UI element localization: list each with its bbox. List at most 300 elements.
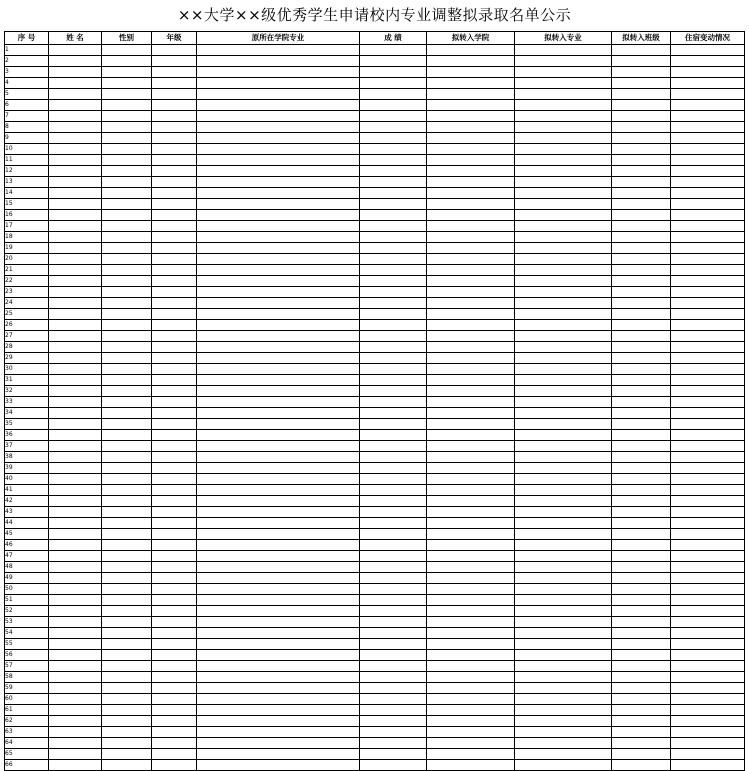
table-row (5, 166, 745, 177)
cell-target-class (612, 705, 671, 716)
cell-target-college (427, 606, 515, 617)
cell-name (49, 518, 102, 529)
cell-target-college (427, 474, 515, 485)
cell-gender (102, 650, 152, 661)
cell-gender (102, 56, 152, 67)
cell-target-major (515, 738, 612, 749)
cell-target-major (515, 573, 612, 584)
cell-target-class (612, 617, 671, 628)
header-index: 序 号 (5, 32, 49, 45)
cell-original-major (197, 749, 360, 760)
table-row (5, 320, 745, 331)
cell-original-major (197, 606, 360, 617)
table-row (5, 397, 745, 408)
cell-target-major (515, 672, 612, 683)
header-target-college: 拟转入学院 (427, 32, 515, 45)
cell-gender (102, 397, 152, 408)
cell-gender (102, 485, 152, 496)
cell-index: 54 (5, 628, 49, 639)
cell-index: 60 (5, 694, 49, 705)
cell-grade (152, 463, 197, 474)
cell-gender (102, 166, 152, 177)
cell-original-major (197, 540, 360, 551)
cell-name (49, 562, 102, 573)
cell-target-college (427, 276, 515, 287)
table-row (5, 342, 745, 353)
table-row (5, 232, 745, 243)
cell-score (360, 188, 427, 199)
cell-target-class (612, 320, 671, 331)
cell-index: 7 (5, 111, 49, 122)
table-row (5, 760, 745, 771)
cell-target-major (515, 441, 612, 452)
cell-target-college (427, 353, 515, 364)
cell-housing-change (671, 408, 745, 419)
cell-housing-change (671, 397, 745, 408)
cell-index: 66 (5, 760, 49, 771)
cell-original-major (197, 738, 360, 749)
cell-target-college (427, 67, 515, 78)
cell-name (49, 199, 102, 210)
cell-gender (102, 111, 152, 122)
cell-target-major (515, 760, 612, 771)
cell-target-college (427, 562, 515, 573)
cell-index: 12 (5, 166, 49, 177)
cell-target-class (612, 177, 671, 188)
cell-original-major (197, 529, 360, 540)
cell-target-major (515, 199, 612, 210)
cell-index: 1 (5, 45, 49, 56)
cell-gender (102, 441, 152, 452)
cell-index: 65 (5, 749, 49, 760)
table-row (5, 78, 745, 89)
cell-score (360, 364, 427, 375)
cell-target-class (612, 584, 671, 595)
cell-gender (102, 199, 152, 210)
cell-gender (102, 89, 152, 100)
table-row (5, 144, 745, 155)
cell-target-major (515, 309, 612, 320)
cell-grade (152, 364, 197, 375)
cell-score (360, 584, 427, 595)
cell-gender (102, 342, 152, 353)
cell-original-major (197, 705, 360, 716)
cell-gender (102, 727, 152, 738)
cell-score (360, 705, 427, 716)
cell-target-class (612, 364, 671, 375)
cell-target-class (612, 353, 671, 364)
cell-name (49, 386, 102, 397)
cell-original-major (197, 155, 360, 166)
cell-target-class (612, 309, 671, 320)
cell-gender (102, 375, 152, 386)
cell-target-college (427, 705, 515, 716)
header-target-major: 拟转入专业 (515, 32, 612, 45)
cell-gender (102, 265, 152, 276)
cell-score (360, 100, 427, 111)
cell-housing-change (671, 738, 745, 749)
cell-index: 10 (5, 144, 49, 155)
cell-score (360, 67, 427, 78)
cell-target-college (427, 199, 515, 210)
cell-housing-change (671, 628, 745, 639)
cell-target-college (427, 573, 515, 584)
cell-target-major (515, 463, 612, 474)
cell-index: 11 (5, 155, 49, 166)
cell-target-major (515, 287, 612, 298)
cell-housing-change (671, 276, 745, 287)
table-row (5, 177, 745, 188)
cell-name (49, 397, 102, 408)
table-row (5, 221, 745, 232)
cell-housing-change (671, 342, 745, 353)
cell-target-college (427, 155, 515, 166)
cell-target-class (612, 430, 671, 441)
cell-target-class (612, 738, 671, 749)
cell-target-major (515, 617, 612, 628)
table-row (5, 595, 745, 606)
cell-score (360, 111, 427, 122)
cell-gender (102, 672, 152, 683)
cell-housing-change (671, 298, 745, 309)
cell-target-class (612, 672, 671, 683)
cell-index: 63 (5, 727, 49, 738)
cell-index: 4 (5, 78, 49, 89)
cell-target-major (515, 408, 612, 419)
cell-grade (152, 232, 197, 243)
cell-original-major (197, 331, 360, 342)
cell-index: 58 (5, 672, 49, 683)
cell-grade (152, 78, 197, 89)
cell-original-major (197, 298, 360, 309)
cell-housing-change (671, 650, 745, 661)
table-row (5, 122, 745, 133)
cell-target-class (612, 496, 671, 507)
header-housing-change: 住宿变动情况 (671, 32, 745, 45)
cell-gender (102, 738, 152, 749)
cell-housing-change (671, 716, 745, 727)
cell-name (49, 452, 102, 463)
cell-index: 38 (5, 452, 49, 463)
cell-index: 5 (5, 89, 49, 100)
cell-target-class (612, 133, 671, 144)
cell-original-major (197, 639, 360, 650)
cell-target-college (427, 419, 515, 430)
cell-original-major (197, 199, 360, 210)
cell-score (360, 485, 427, 496)
cell-gender (102, 705, 152, 716)
cell-score (360, 639, 427, 650)
table-row (5, 199, 745, 210)
header-original-major: 原所在学院专业 (197, 32, 360, 45)
cell-target-major (515, 276, 612, 287)
cell-housing-change (671, 485, 745, 496)
cell-index: 17 (5, 221, 49, 232)
cell-target-major (515, 210, 612, 221)
cell-target-major (515, 89, 612, 100)
table-row (5, 276, 745, 287)
table-row (5, 419, 745, 430)
cell-gender (102, 573, 152, 584)
cell-target-class (612, 155, 671, 166)
cell-target-class (612, 243, 671, 254)
cell-grade (152, 166, 197, 177)
cell-original-major (197, 353, 360, 364)
cell-target-major (515, 485, 612, 496)
cell-index: 50 (5, 584, 49, 595)
cell-housing-change (671, 529, 745, 540)
cell-index: 26 (5, 320, 49, 331)
cell-target-college (427, 507, 515, 518)
cell-original-major (197, 276, 360, 287)
cell-target-class (612, 386, 671, 397)
cell-target-major (515, 628, 612, 639)
cell-target-college (427, 89, 515, 100)
cell-gender (102, 408, 152, 419)
cell-target-college (427, 287, 515, 298)
cell-name (49, 342, 102, 353)
cell-gender (102, 276, 152, 287)
cell-score (360, 166, 427, 177)
cell-target-major (515, 144, 612, 155)
cell-target-major (515, 243, 612, 254)
cell-original-major (197, 166, 360, 177)
cell-original-major (197, 441, 360, 452)
cell-score (360, 56, 427, 67)
cell-gender (102, 463, 152, 474)
cell-name (49, 122, 102, 133)
table-row (5, 507, 745, 518)
cell-housing-change (671, 166, 745, 177)
cell-gender (102, 155, 152, 166)
cell-housing-change (671, 540, 745, 551)
header-gender: 性别 (102, 32, 152, 45)
cell-gender (102, 353, 152, 364)
cell-index: 21 (5, 265, 49, 276)
cell-grade (152, 441, 197, 452)
cell-target-major (515, 683, 612, 694)
cell-grade (152, 628, 197, 639)
cell-index: 27 (5, 331, 49, 342)
table-row (5, 441, 745, 452)
table-row (5, 386, 745, 397)
cell-score (360, 452, 427, 463)
cell-housing-change (671, 518, 745, 529)
cell-target-major (515, 430, 612, 441)
cell-target-major (515, 705, 612, 716)
table-header (5, 32, 745, 45)
cell-grade (152, 331, 197, 342)
cell-target-major (515, 375, 612, 386)
cell-housing-change (671, 419, 745, 430)
cell-original-major (197, 320, 360, 331)
cell-grade (152, 507, 197, 518)
cell-original-major (197, 265, 360, 276)
cell-gender (102, 683, 152, 694)
cell-name (49, 144, 102, 155)
cell-score (360, 199, 427, 210)
cell-score (360, 562, 427, 573)
cell-gender (102, 606, 152, 617)
cell-index: 30 (5, 364, 49, 375)
cell-gender (102, 177, 152, 188)
cell-grade (152, 485, 197, 496)
cell-name (49, 177, 102, 188)
cell-grade (152, 573, 197, 584)
cell-target-college (427, 408, 515, 419)
cell-housing-change (671, 67, 745, 78)
table-row (5, 188, 745, 199)
cell-name (49, 298, 102, 309)
cell-target-class (612, 507, 671, 518)
cell-original-major (197, 144, 360, 155)
cell-target-major (515, 221, 612, 232)
cell-name (49, 540, 102, 551)
cell-target-college (427, 166, 515, 177)
cell-target-college (427, 254, 515, 265)
cell-target-college (427, 540, 515, 551)
cell-score (360, 441, 427, 452)
cell-grade (152, 562, 197, 573)
cell-index: 64 (5, 738, 49, 749)
cell-housing-change (671, 122, 745, 133)
table-row (5, 408, 745, 419)
cell-target-college (427, 584, 515, 595)
cell-grade (152, 760, 197, 771)
header-score: 成 绩 (360, 32, 427, 45)
cell-target-college (427, 749, 515, 760)
cell-gender (102, 144, 152, 155)
cell-gender (102, 232, 152, 243)
cell-score (360, 243, 427, 254)
cell-grade (152, 540, 197, 551)
cell-target-class (612, 166, 671, 177)
cell-score (360, 397, 427, 408)
cell-original-major (197, 452, 360, 463)
cell-original-major (197, 727, 360, 738)
cell-score (360, 320, 427, 331)
cell-target-major (515, 265, 612, 276)
cell-housing-change (671, 100, 745, 111)
cell-gender (102, 243, 152, 254)
cell-score (360, 133, 427, 144)
cell-target-major (515, 122, 612, 133)
cell-index: 16 (5, 210, 49, 221)
cell-target-college (427, 133, 515, 144)
cell-name (49, 694, 102, 705)
cell-housing-change (671, 595, 745, 606)
table-row (5, 265, 745, 276)
cell-gender (102, 210, 152, 221)
cell-score (360, 78, 427, 89)
cell-name (49, 111, 102, 122)
cell-target-class (612, 716, 671, 727)
cell-score (360, 45, 427, 56)
cell-score (360, 518, 427, 529)
cell-target-college (427, 100, 515, 111)
cell-target-college (427, 463, 515, 474)
cell-target-major (515, 452, 612, 463)
cell-target-class (612, 375, 671, 386)
cell-index: 46 (5, 540, 49, 551)
cell-target-college (427, 694, 515, 705)
cell-target-college (427, 595, 515, 606)
cell-gender (102, 78, 152, 89)
table-row (5, 727, 745, 738)
cell-gender (102, 595, 152, 606)
cell-grade (152, 67, 197, 78)
cell-index: 14 (5, 188, 49, 199)
cell-target-college (427, 628, 515, 639)
cell-original-major (197, 485, 360, 496)
cell-housing-change (671, 452, 745, 463)
table-row (5, 529, 745, 540)
cell-score (360, 177, 427, 188)
cell-gender (102, 507, 152, 518)
cell-target-major (515, 496, 612, 507)
table-row (5, 694, 745, 705)
cell-target-class (612, 485, 671, 496)
table-row (5, 430, 745, 441)
cell-housing-change (671, 474, 745, 485)
cell-target-class (612, 463, 671, 474)
cell-grade (152, 496, 197, 507)
cell-housing-change (671, 562, 745, 573)
cell-name (49, 463, 102, 474)
cell-housing-change (671, 45, 745, 56)
cell-housing-change (671, 309, 745, 320)
cell-target-class (612, 276, 671, 287)
table-row (5, 375, 745, 386)
cell-gender (102, 67, 152, 78)
cell-index: 49 (5, 573, 49, 584)
cell-grade (152, 177, 197, 188)
cell-name (49, 749, 102, 760)
cell-original-major (197, 507, 360, 518)
cell-target-major (515, 100, 612, 111)
cell-housing-change (671, 199, 745, 210)
cell-target-major (515, 67, 612, 78)
cell-target-major (515, 298, 612, 309)
cell-original-major (197, 342, 360, 353)
header-row (5, 32, 745, 45)
cell-grade (152, 452, 197, 463)
cell-name (49, 353, 102, 364)
cell-original-major (197, 518, 360, 529)
cell-grade (152, 298, 197, 309)
cell-index: 59 (5, 683, 49, 694)
cell-name (49, 155, 102, 166)
cell-target-major (515, 386, 612, 397)
cell-index: 39 (5, 463, 49, 474)
cell-housing-change (671, 254, 745, 265)
cell-original-major (197, 573, 360, 584)
cell-grade (152, 650, 197, 661)
cell-target-major (515, 133, 612, 144)
cell-score (360, 265, 427, 276)
cell-target-college (427, 144, 515, 155)
cell-name (49, 485, 102, 496)
cell-score (360, 331, 427, 342)
table-row (5, 364, 745, 375)
cell-target-major (515, 320, 612, 331)
cell-target-class (612, 331, 671, 342)
cell-target-class (612, 100, 671, 111)
cell-gender (102, 749, 152, 760)
cell-target-college (427, 760, 515, 771)
cell-score (360, 221, 427, 232)
cell-score (360, 573, 427, 584)
